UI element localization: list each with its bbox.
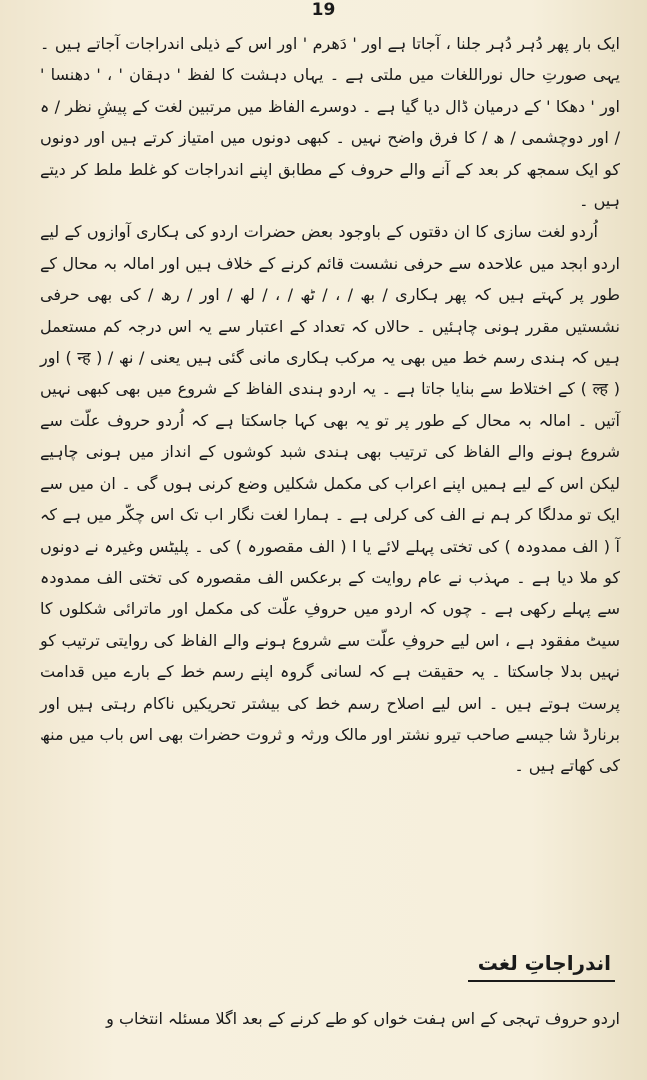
page-number: 19 [311,0,336,20]
section-heading-wrap [455,948,615,982]
section-heading: اندراجاتِ لغت [468,948,615,982]
paragraph-2: اُردو لغت سازی کا ان دقتوں کے باوجود بعض حضرات اردو کی ہکاری آوازوں کے لیے اردو ابجد میں علاحدہ سے حرفی نشست قائم کرنے کے خلاف ہیں اور امالہ بہ محال کے طور پر کہتے ہیں کہ پھر ہکاری / بھ / ، / ٹھ / ، / لھ / اور / رھ / کی بھی حرفی نشستیں مقرر ہونی چاہئیں ۔ حالاں کہ تعداد کے اعتبار سے یہ اس درجہ کم مستعمل ہیں کہ ہندی رسم خط میں بھی یہ مرکب ہکاری مانی گئی ہیں یعنی / نھ / ( न्ह ) اور ( ल्ह ) کے اختلاط سے بنایا جاتا ہے ۔ یہ اردو ہندی الفاظ کے شروع میں بھی کبھی نہیں آتیں ۔ امالہ بہ محال کے طور پر تو یہ بھی کہا جاسکتا ہے کہ اُردو حروف علّت سے شروع ہونے والے الفاظ کی ترتیب بھی ہندی شبد کوشوں کے انداز میں ہونی چاہیے لیکن اس کے لیے ہمیں اپنے اعراب کی مکمل شکلیں وضع کرنی ہوں گی ۔ ان میں سے ایک تو مدلگا کر ہم نے الف کی کرلی ہے ۔ ہمارا لغت نگار اب تک اس چکّر میں ہے کہ آ ( الف ممدودہ ) کی تختی پہلے لائے یا ا ( الف مقصورہ ) کی ۔ پلیٹس وغیرہ نے دونوں کو ملا دیا ہے ۔ مہذب نے عام روایت کے برعکس الف مقصورہ کی تختی الف ممدودہ سے پہلے رکھی ہے ۔ چوں کہ اردو میں حروفِ علّت کی مکمل اور ماترائی شکلوں کا سیٹ مفقود ہے ، اس لیے حروفِ علّت سے شروع ہونے والے الفاظ کی روایتی ترتیب کو نہیں بدلا جاسکتا ۔ یہ حقیقت ہے کہ لسانی گروہ اپنے رسم خط کے بارے میں قدامت پرست ہوتے ہیں ۔ اس لیے اصلاح رسم خط کی بیشتر تحریکیں ناکام رہتی ہیں اور برنارڈ شا جیسے صاحب تیرو نشتر اور مالک ورثہ و ثروت حضرات بھی اس باب میں منھ کی کھاتے ہیں ۔ [40,222,621,776]
paragraph-1: ایک بار پھر دُہر دُہر جلنا ، آجاتا ہے اور ' دَھرم ' اور اس کے ذیلی اندراجات آجاتے ہیں ۔ یہی صورتِ حال نوراللغات میں ملتی ہے ۔ یہاں دہشت کا لفظ ' دہقان ' ، ' دھنسا ' اور ' دھکا ' کے درمیان ڈال دیا گیا ہے ۔ دوسرے الفاظ میں مرتبین لغت کے پیشِ نظر / ہ / اور دوچشمی / ھ / کا فرق واضح نہیں ۔ کبھی دونوں میں امتیاز کرتے ہیں اور دونوں کو ایک سمجھ کر بعد کے آنے والے حروف کے مطابق اپنے اندراجات کو غلط ملط کر دیتے ہیں ۔ [40,34,621,211]
body-text [40,28,620,782]
section-first-line: اردو حروف تہجی کے اس ہفت خواں کو طے کرنے کے بعد اگلا مسئلہ انتخاب و [106,1009,620,1028]
